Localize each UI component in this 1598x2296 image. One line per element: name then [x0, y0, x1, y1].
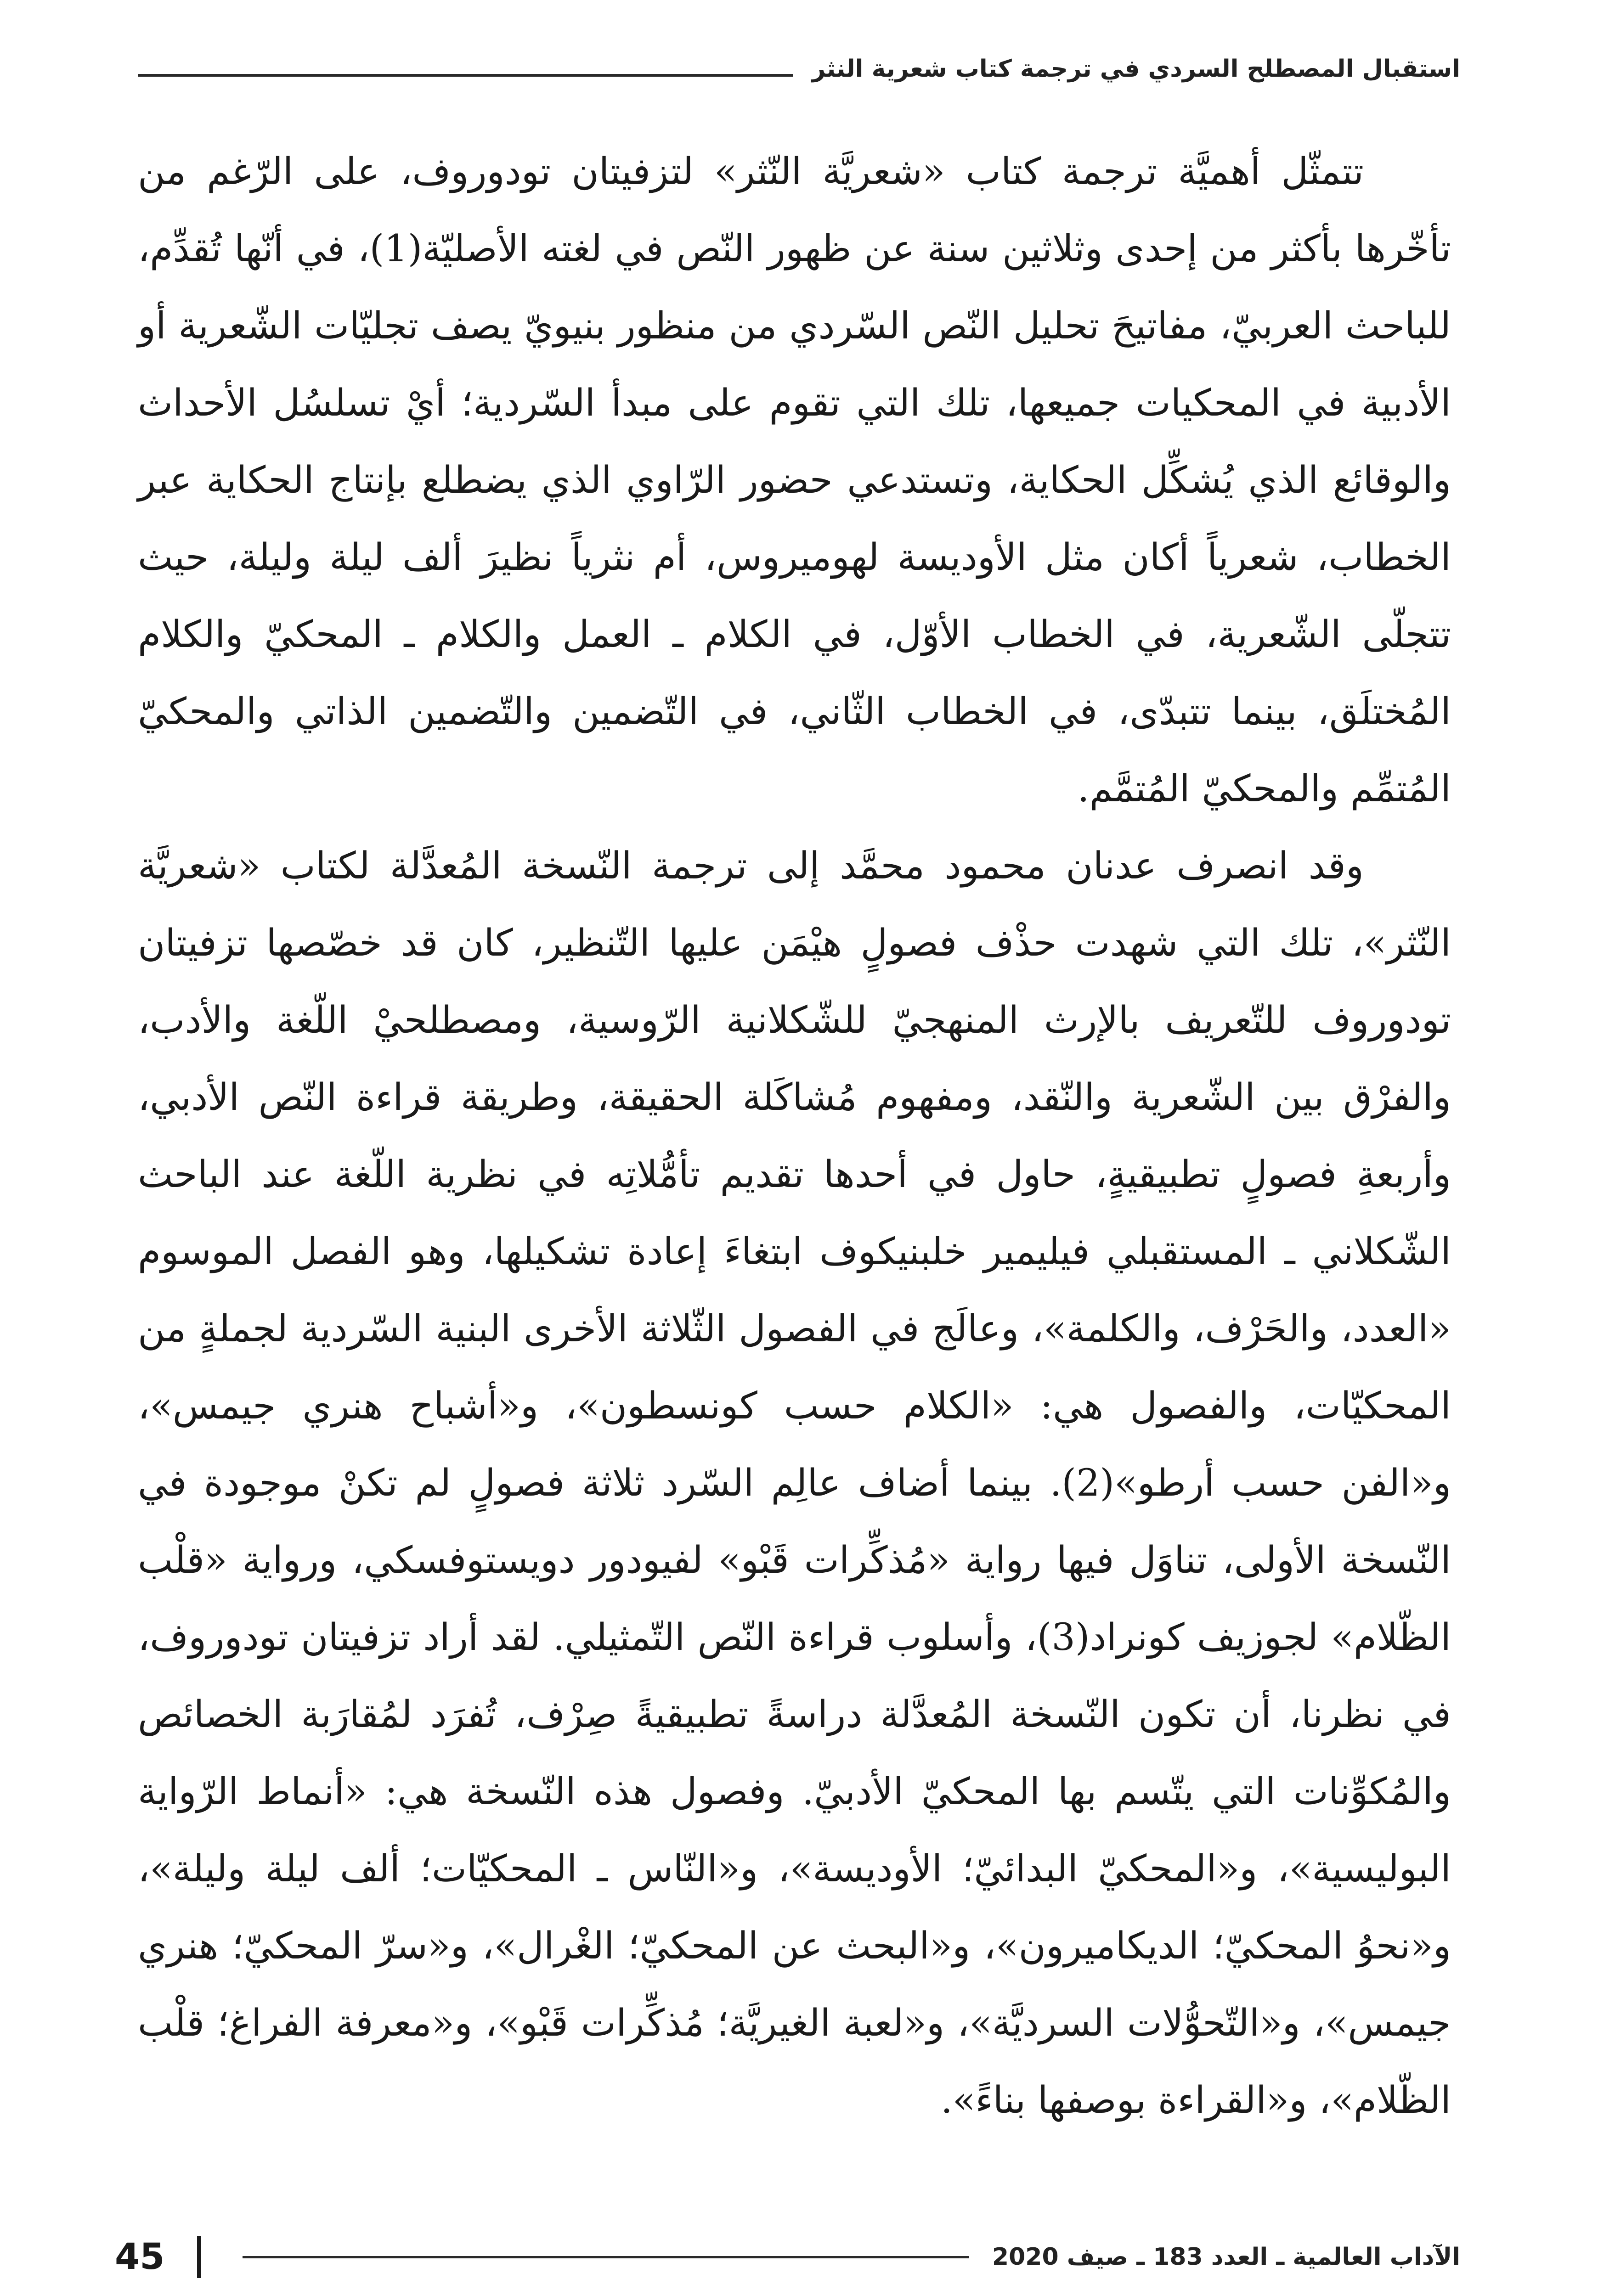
paragraph: تتمثّل أهميَّة ترجمة كتاب «شعريَّة النّثر» لتزفيتان تودوروف، على الرّغم من تأخّرها بأكثر من إحدى وثلاثين سنة عن ظهور النّص في لغته الأصليّة(1)، في أنّها تُقدِّم، للباحث العربيّ، مفاتيحَ تحليل النّص السّردي من منظور بنيويّ يصف تجليّات الشّعرية أو الأدبية في المحكيات جميعها، تلك التي تقوم على مبدأ السّردية؛ أيْ تسلسُل الأحداث والوقائع الذي يُشكِّل الحكاية، وتستدعي حضور الرّاوي الذي يضطلع بإنتاج الحكاية عبر الخطاب، شعرياً أكان مثل الأوديسة لهوميروس، أم نثرياً نظيرَ ألف ليلة وليلة، حيث تتجلّى الشّعرية، في الخطاب الأوّل، في الكلام ـ العمل والكلام ـ المحكيّ والكلام المُختلَق، بينما تتبدّى، في الخطاب الثّاني، في التّضمين والتّضمين الذاتي والمحكيّ المُتمِّم والمحكيّ المُتمَّم.: [138, 150, 1451, 810]
footer-rule: [243, 2256, 969, 2258]
header-title: استقبال المصطلح السردي في ترجمة كتاب شعرية النثر: [812, 55, 1460, 83]
article-body: [138, 133, 1451, 2139]
page-number: 45: [115, 2236, 165, 2278]
header-rule: [138, 74, 793, 77]
paragraph: وقد انصرف عدنان محمود محمَّد إلى ترجمة النّسخة المُعدَّلة لكتاب «شعريَّة النّثر»، تلك التي شهدت حذْف فصولٍ هيْمَن عليها التّنظير، كان قد خصّصها تزفيتان تودوروف للتّعريف بالإرث المنهجيّ للشّكلانية الرّوسية، ومصطلحيْ اللّغة والأدب، والفرْق بين الشّعرية والنّقد، ومفهوم مُشاكَلة الحقيقة، وطريقة قراءة النّص الأدبي، وأربعةِ فصولٍ تطبيقيةٍ، حاول في أحدها تقديم تأمُّلاتِه في نظرية اللّغة عند الباحث الشّكلاني ـ المستقبلي فيليمير خلبنيكوف ابتغاءَ إعادة تشكيلها، وهو الفصل الموسوم «العدد، والحَرْف، والكلمة»، وعالَج في الفصول الثّلاثة الأخرى البنية السّردية لجملةٍ من المحكيّات، والفصول هي: «الكلام حسب كونسطون»، و«أشباح هنري جيمس»، و«الفن حسب أرطو»(2). بينما أضاف عالِم السّرد ثلاثة فصولٍ لم تكنْ موجودة في النّسخة الأولى، تناوَل فيها رواية «مُذكِّرات قَبْو» لفيودور دويستوفسكي، ورواية «قلْب الظّلام» لجوزيف كونراد(3)، وأسلوب قراءة النّص التّمثيلي. لقد أراد تزفيتان تودوروف، في نظرنا، أن تكون النّسخة المُعدَّلة دراسةً تطبيقيةً صِرْف، تُفرَد لمُقارَبة الخصائص والمُكوِّنات التي يتّسم بها المحكيّ الأدبيّ. وفصول هذه النّسخة هي: «أنماط الرّواية البوليسية»، و«المحكيّ البدائيّ؛ الأوديسة»، و«النّاس ـ المحكيّات؛ ألف ليلة وليلة»، و«نحوُ المحكيّ؛ الديكاميرون»، و«البحث عن المحكيّ؛ الغْرال»، و«سرّ المحكيّ؛ هنري جيمس»، و«التّحوُّلات السرديَّة»، و«لعبة الغيريَّة؛ مُذكِّرات قَبْو»، و«معرفة الفراغ؛ قلْب الظّلام»، و«القراءة بوصفها بناءً».: [138, 844, 1451, 2122]
page-footer: [115, 2232, 1460, 2282]
running-header: [138, 44, 1460, 94]
footer-separator: [197, 2236, 201, 2278]
journal-info: الآداب العالمية ـ العدد 183 ـ صيف 2020: [992, 2243, 1460, 2271]
